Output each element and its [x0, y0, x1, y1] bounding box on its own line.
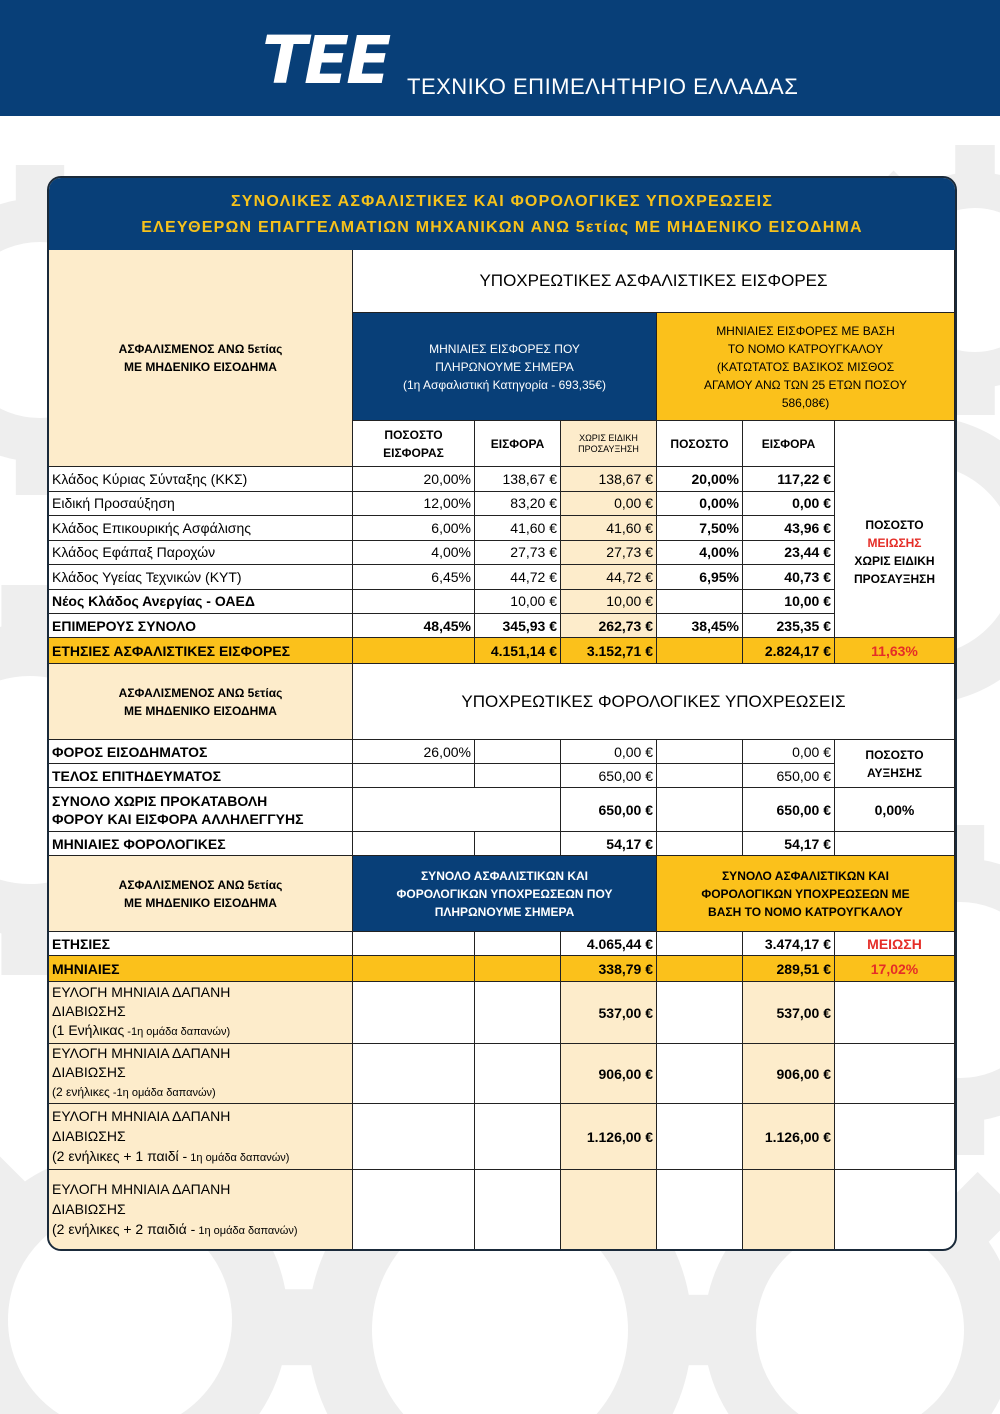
blank-cell [353, 1170, 475, 1249]
label-line: ΑΣΦΑΛΙΣΜΕΝΟΣ ΑΝΩ 5ετίας [118, 685, 283, 700]
label-line: 1η ομάδα δαπανών) [187, 1151, 290, 1164]
label-line: ΔΙΑΒΙΩΣΗΣ [52, 1064, 126, 1080]
col-header-contribution: ΕΙΣΦΟΡΑ [475, 421, 561, 467]
header-line: ΣΥΝΟΛΟ ΑΣΦΑΛΙΣΤΙΚΩΝ ΚΑΙ [420, 868, 588, 883]
note-line: ΧΩΡΙΣ ΕΙΔΙΚΗ [854, 554, 935, 568]
annual-contrib: 4.151,14 € [475, 638, 561, 664]
row-rate: 12,00% [353, 492, 475, 517]
header-line: ΦΟΡΟΛΟΓΙΚΩΝ ΥΠΟΧΡΕΩΣΕΩΝ ΜΕ [701, 886, 910, 901]
living-cost-label [49, 1104, 353, 1170]
today-contributions-header [353, 313, 657, 421]
total-annual-label: ΕΤΗΣΙΕΣ [49, 932, 353, 956]
blank-cell [835, 982, 955, 1044]
tax-total-label [49, 788, 353, 832]
blank-cell [353, 832, 475, 856]
row-law-rate: 4,00% [657, 541, 743, 566]
label-line: ΕΥΛΟΓΗ ΜΗΝΙΑΙΑ ΔΑΠΑΝΗ [52, 984, 231, 1000]
label-line: 1η ομάδα δαπανών) [195, 1224, 298, 1237]
blank-cell [475, 764, 561, 788]
label-line: ΕΥΛΟΓΗ ΜΗΝΙΑΙΑ ΔΑΠΑΝΗ [52, 1107, 231, 1124]
header-line: ΠΡΟΣΑΥΞΗΣΗ [578, 443, 639, 454]
subtotal-label: ΕΠΙΜΕΡΟΥΣ ΣΥΝΟΛΟ [49, 614, 353, 638]
label-line: (2 ενήλικες + 2 παιδιά - [52, 1220, 196, 1237]
header-line: ΠΛΗΡΩΝΟΥΜΕ ΣΗΜΕΡΑ [435, 359, 574, 374]
law-contributions-header [657, 313, 955, 421]
living-cost-label [49, 1044, 353, 1104]
row-no-special: 41,60 € [561, 516, 657, 541]
label-line: -1η ομάδα δαπανών) [109, 1087, 216, 1099]
row-law-contrib: 40,73 € [743, 565, 835, 590]
blank-header-cell [835, 421, 955, 467]
income-tax-today: 0,00 € [561, 740, 657, 764]
business-fee-label: ΤΕΛΟΣ ΕΠΙΤΗΔΕΥΜΑΤΟΣ [49, 764, 353, 788]
row-law-rate: 6,95% [657, 565, 743, 590]
reduction-note [835, 467, 955, 638]
total-today-header [353, 856, 657, 932]
income-tax-rate: 26,00% [353, 740, 475, 764]
row-rate: 4,00% [353, 541, 475, 566]
blank-cell [475, 1044, 561, 1104]
blank-cell [657, 740, 743, 764]
subtotal-rate: 48,45% [353, 614, 475, 638]
row-no-special: 44,72 € [561, 565, 657, 590]
row-no-special: 27,73 € [561, 541, 657, 566]
total-annual-law: 3.474,17 € [743, 932, 835, 956]
note-line: ΜΕΙΩΣΗΣ [867, 536, 922, 550]
blank-cell [353, 932, 475, 956]
header-line: ΑΓΑΜΟΥ ΑΝΩ ΤΩΝ 25 ΕΤΩΝ ΠΟΣΟΥ [704, 377, 907, 392]
blank-cell [657, 956, 743, 982]
header-line: ΒΑΣΗ ΤΟ ΝΟΜΟ ΚΑΤΡΟΥΓΚΑΛΟΥ [708, 904, 903, 919]
total-monthly-today: 338,79 € [561, 956, 657, 982]
row-law-rate: 20,00% [657, 467, 743, 492]
business-fee-today: 650,00 € [561, 764, 657, 788]
row-law-contrib: 43,96 € [743, 516, 835, 541]
header-line: ΦΟΡΟΛΟΓΙΚΩΝ ΥΠΟΧΡΕΩΣΕΩΝ ΠΟΥ [396, 886, 613, 901]
blank-cell [475, 740, 561, 764]
label-line: (2 ενήλικες [52, 1085, 110, 1099]
label-line: -1η ομάδα δαπανών) [124, 1026, 231, 1038]
row-label: Ειδική Προσαύξηση [49, 492, 353, 517]
header-line: (ΚΑΤΩΤΑΤΟΣ ΒΑΣΙΚΟΣ ΜΙΣΘΟΣ [716, 359, 895, 374]
blank-cell [835, 1104, 955, 1170]
header-line: ΠΟΣΟΣΤΟ [384, 427, 443, 442]
blank-cell [657, 832, 743, 856]
blank-cell [475, 1104, 561, 1170]
row-no-special: 138,67 € [561, 467, 657, 492]
monthly-tax-today: 54,17 € [561, 832, 657, 856]
header-line: 586,08€) [781, 395, 830, 410]
living-cost-law: 906,00 € [743, 1044, 835, 1104]
row-label: Κλάδος Εφάπαξ Παροχών [49, 541, 353, 566]
total-annual-note: ΜΕΙΩΣΗ [835, 932, 955, 956]
monthly-tax-label: ΜΗΝΙΑΙΕΣ ΦΟΡΟΛΟΓΙΚΕΣ [49, 832, 353, 856]
col-header-law-rate: ΠΟΣΟΣΤΟ [657, 421, 743, 467]
blank-cell [835, 1044, 955, 1104]
org-name: ΤΕΧΝΙΚΟ ΕΠΙΜΕΛΗΤΗΡΙΟ ΕΛΛΑΔΑΣ [407, 74, 799, 99]
header-line: (1η Ασφαλιστική Κατηγορία - 693,35€) [403, 377, 606, 392]
tee-logo: ΤΕΕ [262, 22, 389, 99]
blank-cell [475, 832, 561, 856]
annual-label: ΕΤΗΣΙΕΣ ΑΣΦΑΛΙΣΤΙΚΕΣ ΕΙΣΦΟΡΕΣ [49, 638, 353, 664]
label-line: ΔΙΑΒΙΩΣΗΣ [52, 1200, 126, 1217]
income-tax-law: 0,00 € [743, 740, 835, 764]
row-contrib: 44,72 € [475, 565, 561, 590]
row-no-special: 0,00 € [561, 492, 657, 517]
annual-reduction: 11,63% [835, 638, 955, 664]
col-header-rate [353, 421, 475, 467]
label-line: ΜΕ ΜΗΔΕΝΙΚΟ ΕΙΣΟΔΗΜΑ [124, 703, 277, 718]
row-law-rate: 7,50% [657, 516, 743, 541]
row-rate: 6,00% [353, 516, 475, 541]
blank-cell [657, 1044, 743, 1104]
title-line-2: ΕΛΕΥΘΕΡΩΝ ΕΠΑΓΓΕΛΜΑΤΙΩΝ ΜΗΧΑΝΙΚΩΝ ΑΝΩ 5ετίας ΜΕ ΜΗΔΕΝΙΚΟ ΕΙΣΟΔΗΜΑ [141, 219, 863, 236]
annual-blank [657, 638, 743, 664]
row-law-contrib: 0,00 € [743, 492, 835, 517]
row-law-contrib: 10,00 € [743, 590, 835, 615]
row-law-contrib: 23,44 € [743, 541, 835, 566]
tax-total-law: 650,00 € [743, 788, 835, 832]
note-line: ΠΡΟΣΑΥΞΗΣΗ [853, 572, 936, 586]
total-monthly-law: 289,51 € [743, 956, 835, 982]
header-line: ΣΥΝΟΛΟ ΑΣΦΑΛΙΣΤΙΚΩΝ ΚΑΙ [721, 868, 889, 883]
blank-cell [353, 764, 475, 788]
row-law-rate [657, 590, 743, 615]
note-line: ΑΥΞΗΣΗΣ [866, 765, 923, 780]
living-cost-label [49, 982, 353, 1044]
living-cost-today: 906,00 € [561, 1044, 657, 1104]
row-label: Κλάδος Υγείας Τεχνικών (ΚΥΤ) [49, 565, 353, 590]
header-line: ΜΗΝΙΑΙΕΣ ΕΙΣΦΟΡΕΣ ΠΟΥ [429, 341, 580, 356]
blank-cell [657, 788, 743, 832]
increase-note [835, 740, 955, 788]
tax-heading: ΥΠΟΧΡΕΩΤΙΚΕΣ ΦΟΡΟΛΟΓΙΚΕΣ ΥΠΟΧΡΕΩΣΕΙΣ [353, 664, 955, 740]
blank-cell [657, 764, 743, 788]
row-contrib: 138,67 € [475, 467, 561, 492]
blank-cell [475, 1170, 561, 1249]
blank-cell [353, 956, 475, 982]
header-line: ΜΗΝΙΑΙΕΣ ΕΙΣΦΟΡΕΣ ΜΕ ΒΑΣΗ [716, 323, 895, 338]
header-line: ΕΙΣΦΟΡΑΣ [383, 445, 444, 460]
living-cost-law [743, 1170, 835, 1249]
income-tax-label: ΦΟΡΟΣ ΕΙΣΟΔΗΜΑΤΟΣ [49, 740, 353, 764]
blank-cell [353, 982, 475, 1044]
blank-cell [475, 956, 561, 982]
row-contrib: 27,73 € [475, 541, 561, 566]
label-line: ΔΙΑΒΙΩΣΗΣ [52, 1127, 126, 1144]
row-label: Κλάδος Επικουρικής Ασφάλισης [49, 516, 353, 541]
living-cost-law: 537,00 € [743, 982, 835, 1044]
row-contrib: 83,20 € [475, 492, 561, 517]
note-line: ΠΟΣΟΣΤΟ [865, 518, 924, 532]
blank-cell [475, 982, 561, 1044]
tax-increase: 0,00% [835, 788, 955, 832]
label-line: ΣΥΝΟΛΟ ΧΩΡΙΣ ΠΡΟΚΑΤΑΒΟΛΗ [52, 792, 268, 809]
subtotal-law-rate: 38,45% [657, 614, 743, 638]
row-rate [353, 590, 475, 615]
row-contrib: 41,60 € [475, 516, 561, 541]
row-label: Κλάδος Κύριας Σύνταξης (ΚΚΣ) [49, 467, 353, 492]
annual-law-contrib: 2.824,17 € [743, 638, 835, 664]
total-monthly-label: ΜΗΝΙΑΙΕΣ [49, 956, 353, 982]
label-line: ΔΙΑΒΙΩΣΗΣ [52, 1003, 126, 1019]
business-fee-law: 650,00 € [743, 764, 835, 788]
blank-cell [353, 788, 561, 832]
subtotal-law-contrib: 235,35 € [743, 614, 835, 638]
header-line: ΧΩΡΙΣ ΕΙΔΙΚΗ [579, 432, 638, 443]
blank-cell [657, 1104, 743, 1170]
col-header-no-special [561, 421, 657, 467]
label-line: ΕΥΛΟΓΗ ΜΗΝΙΑΙΑ ΔΑΠΑΝΗ [52, 1045, 231, 1061]
total-monthly-note: 17,02% [835, 956, 955, 982]
living-cost-today [561, 1170, 657, 1249]
subtotal-contrib: 345,93 € [475, 614, 561, 638]
label-line: ΦΟΡΟΥ ΚΑΙ ΕΙΣΦΟΡΑ ΑΛΛΗΛΕΓΓΥΗΣ [52, 810, 304, 827]
blank-cell [353, 1044, 475, 1104]
col-header-law-contribution: ΕΙΣΦΟΡΑ [743, 421, 835, 467]
blank-cell [475, 932, 561, 956]
blank-cell [835, 832, 955, 856]
living-cost-label [49, 1170, 353, 1249]
subtotal-no-special: 262,73 € [561, 614, 657, 638]
sheet-title [49, 178, 955, 250]
label-line: (1 Ενήλικας [52, 1022, 125, 1038]
label-line: ΕΥΛΟΓΗ ΜΗΝΙΑΙΑ ΔΑΠΑΝΗ [52, 1180, 231, 1197]
label-line: ΜΕ ΜΗΔΕΝΙΚΟ ΕΙΣΟΔΗΜΑ [124, 360, 277, 374]
title-line-1: ΣΥΝΟΛΙΚΕΣ ΑΣΦΑΛΙΣΤΙΚΕΣ ΚΑΙ ΦΟΡΟΛΟΓΙΚΕΣ ΥΠΟΧΡΕΩΣΕΙΣ [230, 193, 774, 210]
living-cost-today: 1.126,00 € [561, 1104, 657, 1170]
row-label: Νέος Κλάδος Ανεργίας - ΟΑΕΔ [49, 590, 353, 615]
total-law-header [657, 856, 955, 932]
note-line: ΠΟΣΟΣΤΟ [865, 747, 924, 762]
header-line: ΠΛΗΡΩΝΟΥΜΕ ΣΗΜΕΡΑ [434, 904, 575, 919]
annual-blank [353, 638, 475, 664]
insurance-heading: ΥΠΟΧΡΕΩΤΙΚΕΣ ΑΣΦΑΛΙΣΤΙΚΕΣ ΕΙΣΦΟΡΕΣ [353, 250, 955, 313]
blank-cell [657, 982, 743, 1044]
header-line: ΤΟ ΝΟΜΟ ΚΑΤΡΟΥΓΚΑΛΟΥ [727, 341, 884, 356]
row-no-special: 10,00 € [561, 590, 657, 615]
label-line: ΜΕ ΜΗΔΕΝΙΚΟ ΕΙΣΟΔΗΜΑ [124, 895, 277, 910]
row-law-contrib: 117,22 € [743, 467, 835, 492]
section1-left-label [49, 250, 353, 467]
row-rate: 20,00% [353, 467, 475, 492]
label-line: ΑΣΦΑΛΙΣΜΕΝΟΣ ΑΝΩ 5ετίας [118, 877, 283, 892]
label-line: (2 ενήλικες + 1 παιδί - [52, 1147, 188, 1164]
blank-cell [835, 1170, 955, 1249]
blank-cell [353, 1104, 475, 1170]
total-annual-today: 4.065,44 € [561, 932, 657, 956]
obligations-sheet [47, 176, 957, 1251]
header-banner [0, 0, 1000, 116]
section2-left-label [49, 664, 353, 740]
section3-left-label [49, 856, 353, 932]
blank-cell [657, 1170, 743, 1249]
tax-total-today: 650,00 € [561, 788, 657, 832]
row-contrib: 10,00 € [475, 590, 561, 615]
row-law-rate: 0,00% [657, 492, 743, 517]
living-cost-today: 537,00 € [561, 982, 657, 1044]
living-cost-law: 1.126,00 € [743, 1104, 835, 1170]
annual-no-special: 3.152,71 € [561, 638, 657, 664]
label-line: ΑΣΦΑΛΙΣΜΕΝΟΣ ΑΝΩ 5ετίας [118, 342, 283, 356]
row-rate: 6,45% [353, 565, 475, 590]
blank-cell [657, 932, 743, 956]
monthly-tax-law: 54,17 € [743, 832, 835, 856]
